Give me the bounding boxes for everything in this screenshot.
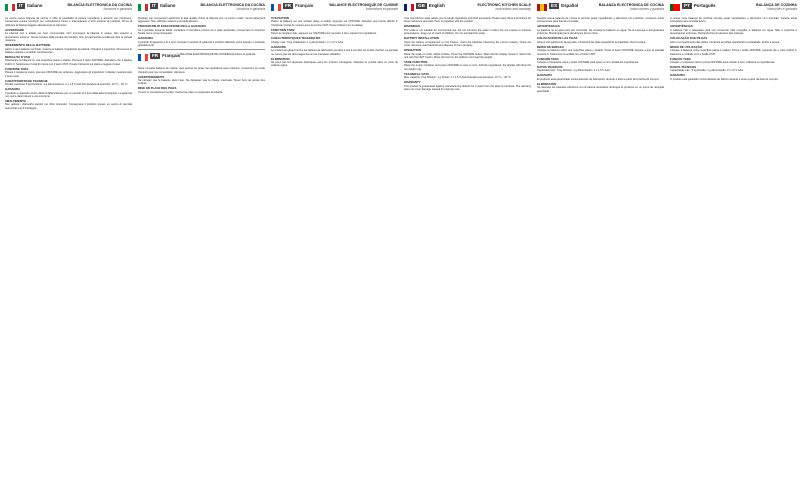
section-heading: DATOS TÉCNICOS — [537, 64, 563, 69]
section-text: Nuestra nueva balanza de cocina le permite pesar ingredientes y alimentos con precisión. Conserve estas instrucciones para futuras consultas. — [537, 17, 664, 24]
section-heading: OPERATION — [404, 48, 421, 53]
column-header — [537, 3, 664, 15]
document-title: BALANCE ÉLECTRONIQUE DE CUISINEInstructions et garantie — [180, 53, 256, 57]
section-heading: MODO DE UTILIZAÇÃO — [670, 44, 703, 49]
section-heading: MODO DE EMPLEO — [537, 44, 564, 49]
section-heading: UTILISATION — [271, 16, 289, 20]
section-text: Max. capacity: 5 kg Division: 1 g Power: 2 x 1.5 V AAA Operating temperature: 10 °C – 40 °C — [404, 76, 511, 80]
section-text: Placez la balance sur une surface plane et stable. Appuyez sur ON/TARE. Attendez que l'écran affiche 0. Choisissez l'unité de mesure avec la touche UNIT. Posez l'aliment sur le plateau. — [271, 20, 398, 27]
flag-stripe — [12, 4, 15, 11]
section-text: Coloque el recipiente vacío y pulse ON/TARE para poner a cero. Añada los ingredientes. — [537, 60, 639, 64]
section-heading: BATTERY INSTALLATION — [404, 36, 439, 41]
section-heading: GARANTÍA — [537, 73, 553, 78]
column-header — [5, 3, 132, 15]
section-text: Posizionare la bilancia su una superficie piana e stabile. Premere il tasto ON/TARE. Attendere che il display indichi 0. Selezionare l'unità di misura con il tasto UNIT. Posare l'alimento sul piatto e leggere il peso. — [5, 59, 132, 66]
document-title: BALANCE ÉLECTRONIQUE DE CUISINE Instructions et garantie — [313, 3, 398, 11]
section-heading: WARNINGS — [404, 24, 420, 29]
divider — [138, 49, 265, 50]
document-subtitle: Instruções e garantia — [767, 7, 797, 11]
section-heading: AVVERTENZE — [5, 27, 25, 32]
section-text: A nossa nova balança de cozinha permite pesar ingredientes e alimentos com precisão. Guarde estas instruções para consulta futura. — [670, 17, 797, 24]
section-heading: PROCEDURE DI ESECUZIONE DELLA GARANZIA — [138, 24, 207, 29]
flag-icon — [271, 4, 281, 11]
flag-icon — [537, 4, 547, 11]
section-heading: TARE FUNCTION — [404, 59, 428, 64]
section-text: Se il prodotto presenta difetti, contattare il rivenditore presso cui è stato acquistato. Conservare lo scontrino fiscale come prova d'acquisto. — [138, 28, 265, 36]
language-code: PT — [684, 3, 690, 8]
section-text: Portata massima: 5 kg Divisione: 1 g Alimentazione: 2 x 1,5 V AAA Temperatura di esercizio: 10 °C – 40 °C — [5, 83, 128, 87]
section-heading: COLOCAÇÃO DAS PILHAS — [670, 36, 708, 41]
section-heading: ÉLIMINATION — [271, 56, 290, 61]
text-column — [5, 3, 132, 483]
column-header — [404, 3, 531, 15]
text-column — [271, 3, 398, 483]
flag-stripe — [544, 4, 547, 11]
section-text: El producto está garantizado contra defectos de fabricación durante 2 años a partir de la fecha de compra. — [537, 77, 660, 81]
section-heading: FUNCIÓN TARA — [537, 56, 559, 61]
text-column — [670, 3, 797, 483]
document-title: BILANCIA ELETTRONICA DA CUCINA Istruzioni e garanzia — [42, 3, 132, 11]
section-text: Posez le récipient vide, appuyez sur ON/TARE pour remettre à zéro. Ajoutez les ingrédients. — [271, 32, 377, 36]
text-column — [537, 3, 664, 483]
document-title: ELECTRONIC KITCHEN SCALE Instructions and warranty — [445, 3, 531, 11]
section-text: Notre nouvelle balance de cuisine vous permet de peser les ingrédients avec précision. Conservez ce mode d'emploi pour une consultation ultérieure. — [138, 67, 265, 74]
section-heading: GARANTIA — [670, 73, 686, 78]
section-text: The scale is not suitable for commercial use. Do not immerse the scale in water. Do not expose to extreme temperatures. Keep out of reach of children. Do not overload the scale. — [404, 28, 531, 36]
flag-stripe — [145, 54, 148, 61]
document-subtitle: Instructions et garantie — [229, 53, 256, 57]
section-heading: ADVERTÊNCIAS — [670, 24, 693, 29]
section-heading: ADVERTENCIAS — [537, 24, 560, 29]
document-subtitle: Instrucciones y garantía — [630, 7, 664, 11]
section-heading: DADOS TÉCNICOS — [670, 64, 697, 69]
document-subtitle: Instructions et garantie — [365, 7, 398, 11]
section-text: Coloque la balanza sobre una superficie plana y estable. Pulse el botón ON/TARE. Espere a que la pantalla muestre 0. Seleccione la unidad con el botón UNIT. — [537, 49, 664, 56]
section-heading: COLOCACIÓN DE LAS PILAS — [537, 36, 578, 41]
section-heading: SMALTIMENTO — [5, 99, 26, 104]
section-heading: INSERIMENTO DELLE BATTERIE — [5, 43, 51, 48]
section-text: Ne plongez pas la balance dans l'eau. Ne dépassez pas la charge maximale. Tenez hors de portée des enfants. — [138, 78, 265, 86]
section-text: Posare il recipiente vuoto, premere ON/TARE per azzerare. Aggiungere gli ingredienti: il display mostrerà solo il peso netto. — [5, 71, 132, 78]
section-heading: FONCTION TARE — [271, 27, 295, 32]
section-heading: WARRANTY — [404, 80, 421, 85]
section-text: Il periodo di garanzia è di 2 anni. Durante il periodo di garanzia il prodotto difettoso verrà riparato o sostituito gratuitamente. — [138, 40, 265, 48]
language-name: Français — [162, 53, 181, 59]
section-text: Charge max.: 5 kg Graduation: 1 g Alimentation: 2 x 1,5 V AAA — [271, 40, 344, 44]
section-heading: CARATTERISTICHE TECNICHE — [5, 78, 48, 83]
language-code: IT — [152, 3, 157, 8]
section-text: Il prodotto è garantito contro difetti di fabbricazione per un periodo di 2 anni dalla data di acquisto. La garanzia non copre danni dovuti a uso improprio. — [5, 91, 132, 99]
document-title: BALANÇA DE COZINHA Instruções e garantia — [716, 3, 797, 11]
section-text: Non gettare i dispositivi elettrici nei rifiuti domestici. Consegnare il prodotto presso un centro di raccolta autorizzato per il riciclaggio. — [5, 103, 132, 110]
flag-stripe — [411, 4, 414, 11]
section-text: Ouvrez le compartiment à piles. Insérez les piles en respectant la polarité. — [138, 90, 223, 94]
section-heading: GARANZIA — [138, 36, 154, 41]
text-column — [138, 3, 265, 483]
section-text: La balanza no es apta para uso comercial. No sumerja la balanza en agua. No la exponga a temperaturas extremas. Manténgala fuera del alcance de los niños. — [537, 28, 664, 36]
section-heading: MISE EN PLACE DES PILES — [138, 86, 177, 91]
section-text: Aprire il vano batterie sul fondo. Inserire le batterie rispettando la polarità. Chiudere il coperchio. Rimuovere le batterie esauste e smaltirle correttamente. — [5, 47, 132, 55]
language-code: FR — [285, 3, 292, 8]
language-name: Italiano — [160, 3, 176, 8]
text-column — [404, 3, 531, 483]
document-title: BILANCIA ELETTRONICA DA CUCINA Istruzioni e garanzia — [175, 3, 265, 11]
section-heading: FUNÇÃO TARA — [670, 56, 691, 61]
section-heading: GARANTIE — [271, 44, 287, 49]
language-name: Português — [693, 3, 716, 8]
document-subtitle: Istruzioni e garanzia — [236, 7, 265, 11]
document-subtitle: Instructions and warranty — [495, 7, 531, 11]
flag-stripe — [278, 4, 281, 11]
section-text: Capacidad máx.: 5 kg División: 1 g Alimentación: 2 x 1,5 V AAA — [537, 69, 610, 73]
section-text: No deseche los aparatos eléctricos con la basura doméstica. Entregue el producto en un punto de recogida autorizado. — [537, 86, 664, 93]
flag-icon — [138, 54, 148, 61]
section-text: Place the scale on a flat, stable surface. Press the ON/TARE button. Wait until the display shows 0. Select the unit with the UNIT button. Place the food on the platform and read the weight. — [404, 52, 531, 60]
section-text: Coloque o recipiente vazio e prima ON/TARE para colocar a zero. Adicione os ingredientes. — [670, 60, 776, 64]
column-header — [271, 3, 398, 15]
column-header — [138, 3, 265, 15]
section-heading: ELIMINACIÓN — [537, 81, 557, 86]
document-subtitle: Istruzioni e garanzia — [103, 7, 132, 11]
section-text: Le produit est garanti contre les défauts de fabrication pendant 2 ans à compter de la date d'achat. La garantie ne couvre pas les dommages dus à une mauvaise utilisation. — [271, 49, 398, 56]
flag-icon — [138, 4, 148, 11]
section-text: Coloque a balança numa superfície plana e estável. Prima o botão ON/TARE. Aguarde até o visor indicar 0. Selecione a unidade com o botão UNIT. — [670, 49, 797, 56]
flag-icon — [670, 4, 680, 11]
column-header — [670, 3, 797, 15]
section-heading: AVERTISSEMENTS — [138, 74, 165, 79]
section-text: Open the battery compartment on the bottom. Insert the batteries observing the correct polarity. Close the cover. Remove used batteries and dispose of them properly. — [404, 40, 531, 48]
section-text: La nostra nuova bilancia da cucina vi offre la possibilità di pesare ingredienti e alimenti con precisione. Conservate queste istruzioni per consultazioni future e trasmettetele a terzi insieme al prodotto. Prima di utilizzare la bilancia leggete attentamente le istruzioni. — [5, 17, 132, 27]
language-code: GB — [418, 3, 425, 8]
section-text: This product is guaranteed against manufacturing defects for 2 years from the date of purchase. The warranty does not cover damage caused by improper use. — [404, 84, 531, 92]
section-text: Your new kitchen scale allows you to weigh ingredients and food accurately. Please keep these instructions for future reference and pass them on together with the product. — [404, 17, 531, 24]
column-header — [138, 53, 265, 65]
language-code: IT — [19, 3, 24, 8]
language-code: FR — [152, 53, 159, 59]
section-text: Abra o compartimento das pilhas. Introduza as pilhas respeitando a polaridade. Feche a tampa. — [670, 40, 780, 44]
section-heading: MODALITÀ D'USO — [5, 55, 31, 60]
section-text: Place the empty container and press ON/TARE to reset to zero. Add the ingredients: the display will show the net weight only. — [404, 64, 531, 71]
section-text: Abra el compartimento de las pilas. Introduzca las pilas respetando la polaridad. Cierre la tapa. — [537, 40, 646, 44]
section-text: Capacidade máx.: 5 kg Divisão: 1 g Alimentação: 2 x 1,5 V AAA — [670, 69, 744, 73]
language-name: Italiano — [27, 3, 43, 8]
section-text: O produto está garantido contra defeitos de fabrico durante 2 anos a partir da data de compra. — [670, 77, 779, 81]
document-title: BALANZA ELECTRÓNICA DE COCINA Instrucciones y garantía — [578, 3, 664, 11]
language-name: Español — [561, 3, 579, 8]
flag-stripe — [677, 4, 680, 11]
language-name: Français — [295, 3, 314, 8]
language-code: ES — [551, 3, 558, 8]
section-heading: FUNZIONE TARA — [5, 66, 29, 71]
section-heading: GARANZIA — [5, 87, 21, 92]
section-text: A balança não é adequada para uso comercial. Não mergulhe a balança em água. Não a exponha a temperaturas extremas. Mantenha fora do alcance das crianças. — [670, 28, 797, 36]
section-text: Ne jetez pas les appareils électriques avec les ordures ménagères. Déposez le produit dans un point de collecte agréé. — [271, 60, 398, 68]
flag-icon — [404, 4, 414, 11]
section-text: Prodotto con componenti elettronici di alta qualità. Pulire la bilancia con un panno umido, senza detergenti aggressivi. Non utilizzare solventi o prodotti abrasivi. — [138, 17, 265, 24]
section-heading: CARACTÉRISTIQUES TECHNIQUES — [271, 36, 321, 41]
section-heading: TECHNICAL DATA — [404, 71, 430, 76]
flag-stripe — [145, 4, 148, 11]
language-name: English — [428, 3, 445, 8]
flag-icon — [5, 4, 15, 11]
section-text: La bilancia non è adatta per l'uso commerciale. Non immergere la bilancia in acqua. Non esporre a temperature estreme. Tenere lontano dalla portata dei bambini. Non sovraccaricare la bilancia oltre la portata massima. — [5, 32, 132, 43]
